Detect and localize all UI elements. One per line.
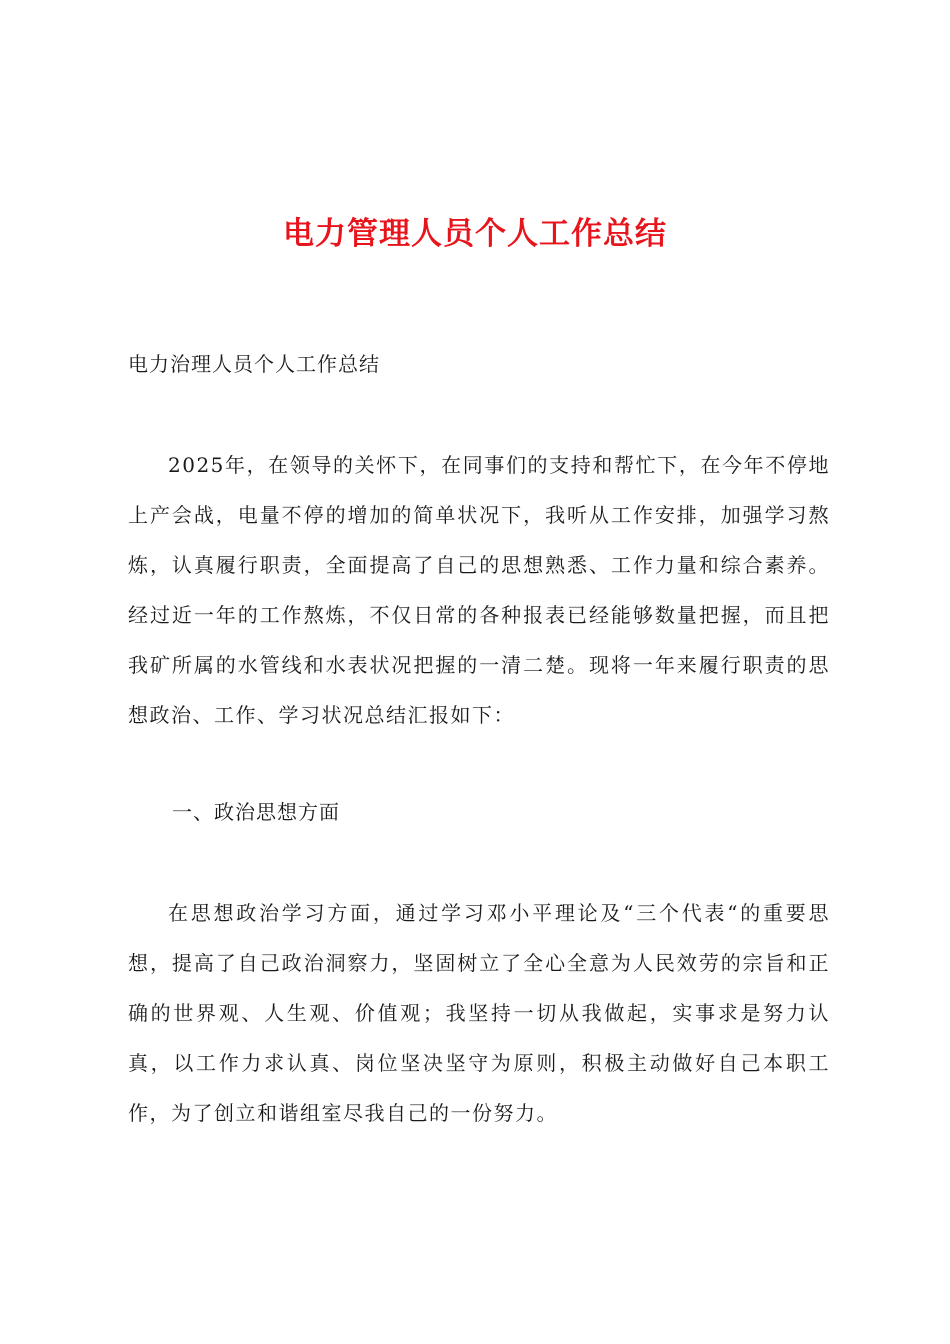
document-title: 电力管理人员个人工作总结 [283, 216, 667, 252]
paragraph-intro: 2025年，在领导的关怀下，在同事们的支持和帮忙下，在今年不停地上产会战，电量不停的增加的简单状况下，我听从工作安排，加强学习熬炼，认真履行职责，全面提高了自己的思想熟悉、工作力量和综合素养。经过近一年的工作熬炼，不仅日常的各种报表已经能够数量把握，而且把我矿所属的水管线和水表状况把握的一清二楚。现将一年来履行职责的思想政治、工作、学习状况总结汇报如下： [128, 453, 830, 727]
paragraph-political: 在思想政治学习方面，通过学习邓小平理论及“三个代表“的重要思想，提高了自己政治洞察力，坚固树立了全心全意为人民效劳的宗旨和正确的世界观、人生观、价值观；我坚持一切从我做起，实事求是努力认真，以工作力求认真、岗位坚决坚守为原则，积极主动做好自己本职工作，为了创立和谐组室尽我自己的一份努力。 [128, 901, 830, 1125]
document-subtitle: 电力治理人员个人工作总结 [128, 352, 380, 376]
section-heading-political: 一、政治思想方面 [172, 800, 340, 824]
